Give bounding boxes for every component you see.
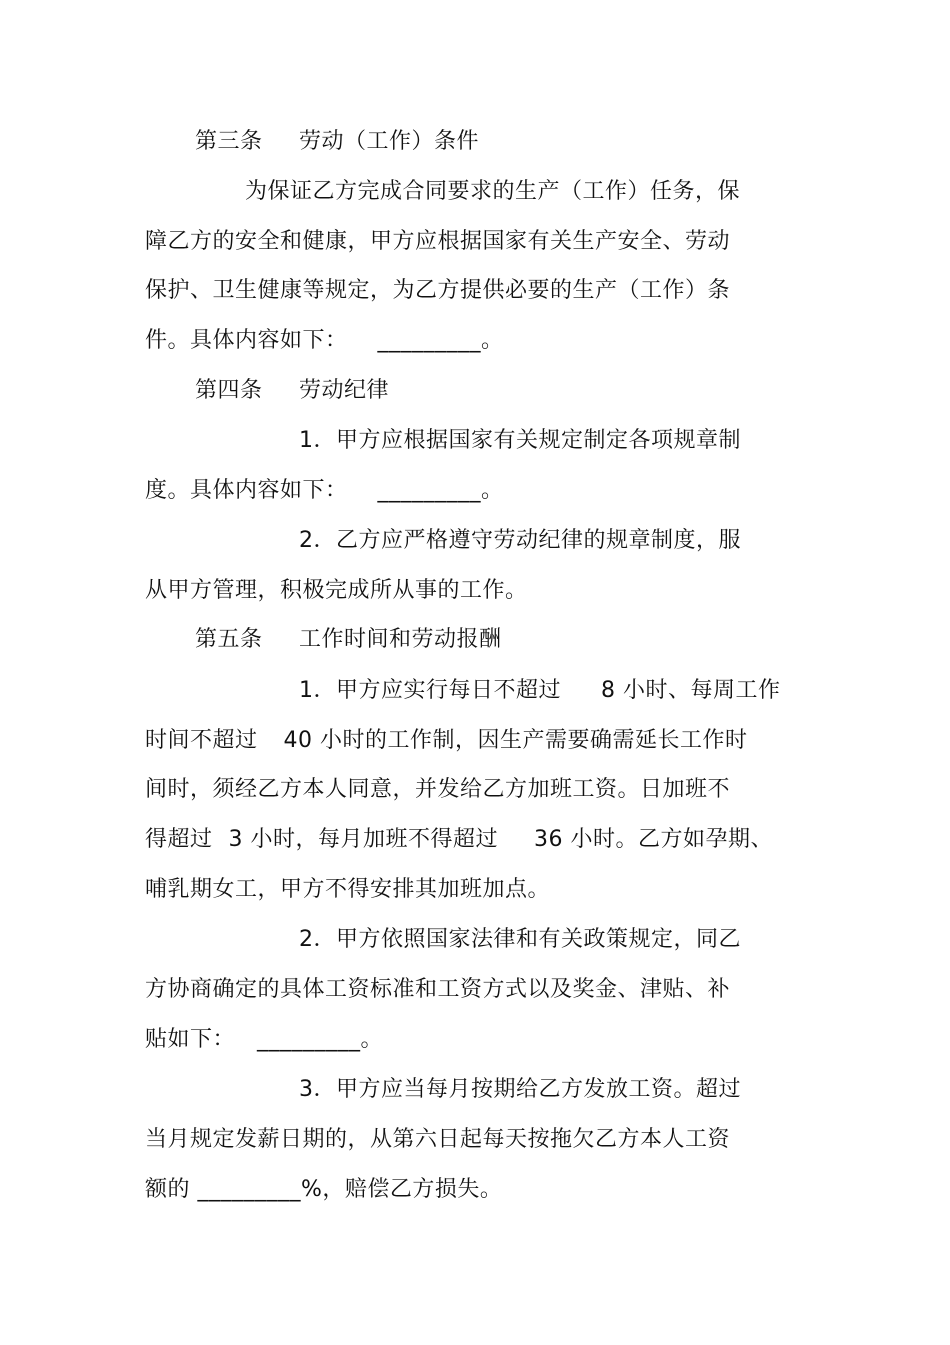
fill-blank: _________。	[377, 478, 504, 503]
article-4-heading	[195, 376, 389, 406]
text-segment: 3 小时，每月加班不得超过	[228, 827, 499, 852]
paragraph-line: 2．乙方应严格遵守劳动纪律的规章制度，服	[299, 528, 741, 553]
paragraph-line: 从甲方管理，积极完成所从事的工作。	[145, 578, 528, 603]
paragraph-line	[299, 676, 781, 706]
paragraph-line: 1．甲方应根据国家有关规定制定各项规章制	[299, 428, 741, 453]
article-number: 第三条	[195, 129, 263, 154]
paragraph-line	[145, 825, 773, 855]
fill-blank: _________。	[257, 1027, 384, 1052]
paragraph-line: 方协商确定的具体工资标准和工资方式以及奖金、津贴、补	[145, 977, 731, 1002]
article-number: 第五条	[195, 627, 263, 652]
text-segment: 得超过	[145, 827, 213, 852]
paragraph-line	[145, 726, 748, 756]
text-segment: 40 小时的工作制，因生产需要确需延长工作时	[283, 728, 748, 753]
paragraph-line: 为保证乙方完成合同要求的生产（工作）任务，保	[245, 179, 741, 204]
article-title: 劳动纪律	[299, 378, 390, 403]
paragraph-line: 间时，须经乙方本人同意，并发给乙方加班工资。日加班不	[145, 777, 731, 802]
text-segment: 件。具体内容如下：	[145, 328, 348, 353]
text-segment: 8 小时、每周工作	[601, 678, 781, 703]
paragraph-line: 保护、卫生健康等规定，为乙方提供必要的生产（工作）条	[145, 278, 731, 303]
article-3-heading	[195, 127, 479, 157]
text-segment: 度。具体内容如下：	[145, 478, 348, 503]
article-5-heading	[195, 625, 502, 655]
text-segment: 1．甲方应实行每日不超过	[299, 678, 561, 703]
paragraph-line	[145, 476, 504, 506]
article-title: 劳动（工作）条件	[299, 129, 480, 154]
article-title: 工作时间和劳动报酬	[299, 627, 502, 652]
paragraph-line: 3．甲方应当每月按期给乙方发放工资。超过	[299, 1077, 741, 1102]
paragraph-line: 障乙方的安全和健康，甲方应根据国家有关生产安全、劳动	[145, 229, 731, 254]
text-segment: 时间不超过	[145, 728, 258, 753]
text-segment: 贴如下：	[145, 1027, 236, 1052]
paragraph-line	[145, 326, 504, 356]
paragraph-line: 额的 _________%，赔偿乙方损失。	[145, 1177, 503, 1202]
paragraph-line: 2．甲方依照国家法律和有关政策规定，同乙	[299, 927, 741, 952]
article-number: 第四条	[195, 378, 263, 403]
paragraph-line	[145, 1025, 383, 1055]
paragraph-line: 哺乳期女工，甲方不得安排其加班加点。	[145, 877, 551, 902]
paragraph-line: 当月规定发薪日期的，从第六日起每天按拖欠乙方本人工资	[145, 1127, 731, 1152]
fill-blank: _________。	[377, 328, 504, 353]
text-segment: 36 小时。乙方如孕期、	[534, 827, 774, 852]
